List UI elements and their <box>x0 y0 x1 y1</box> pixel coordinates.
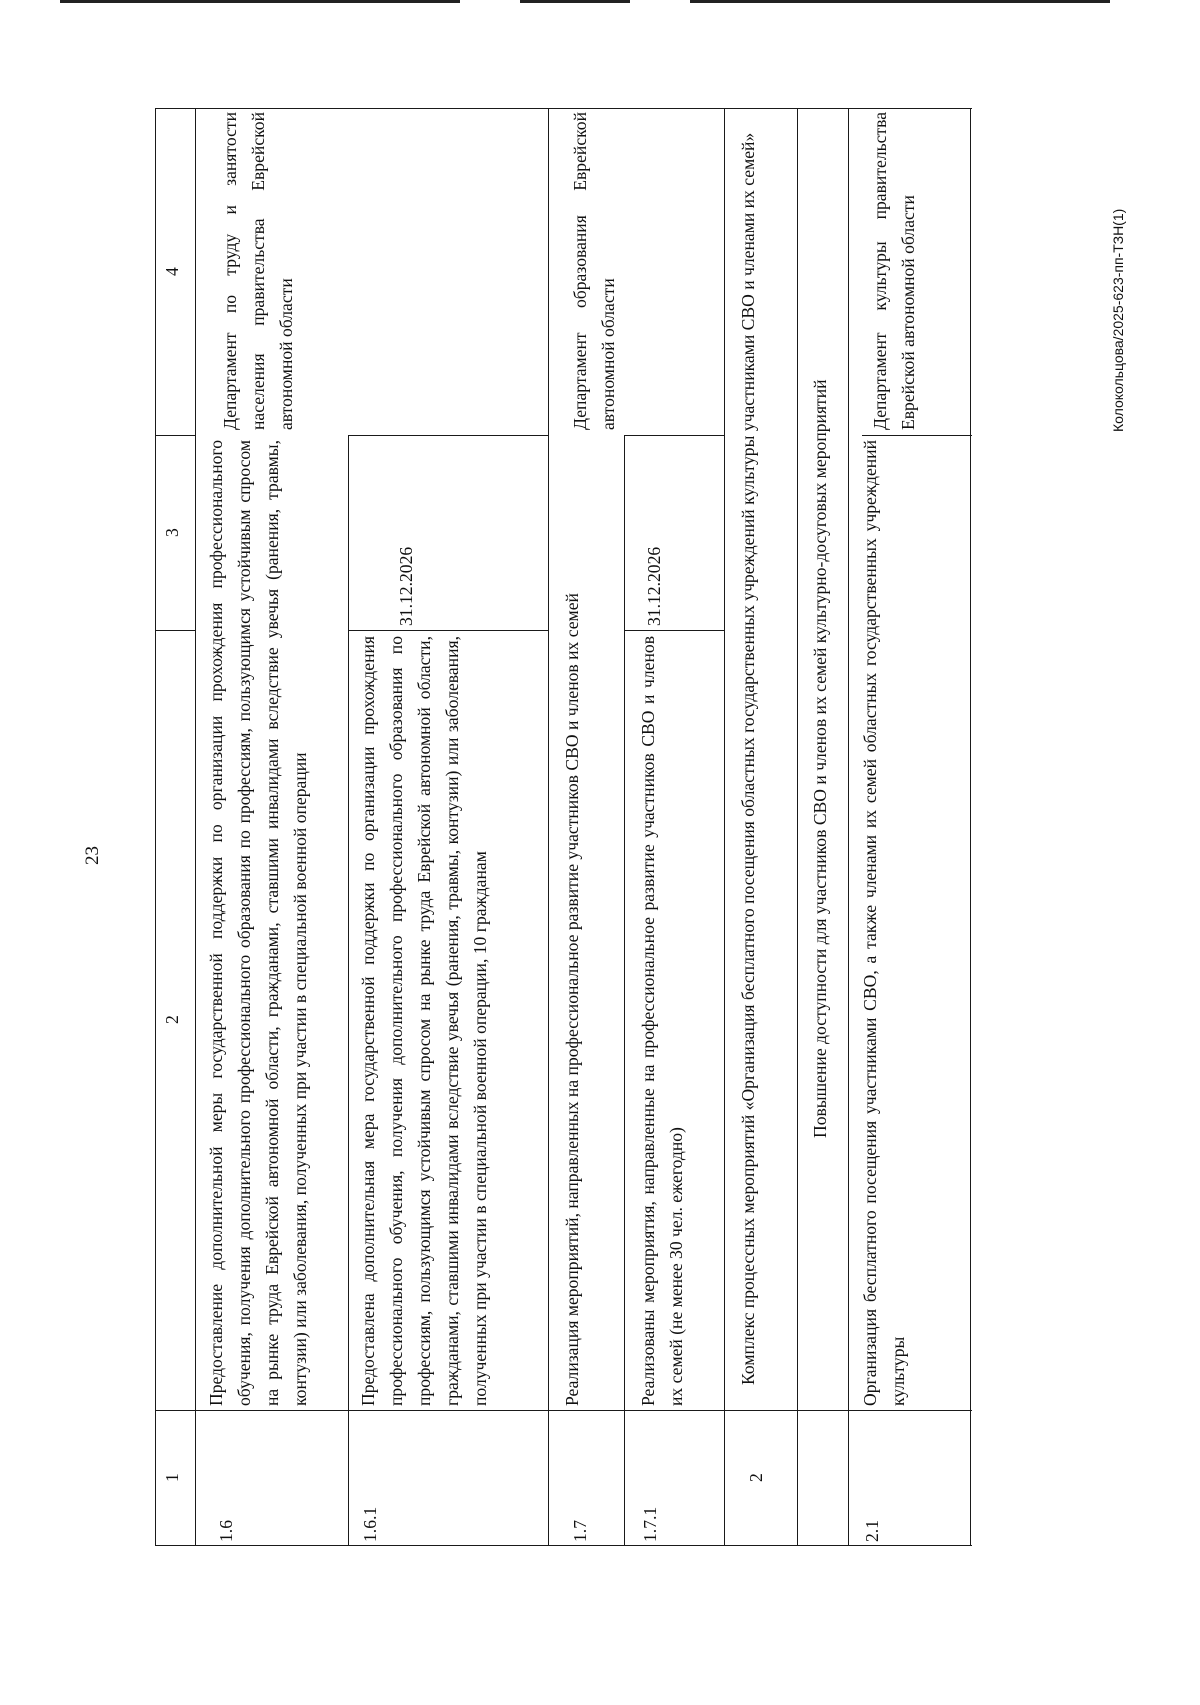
table-border <box>548 108 549 1545</box>
responsible-body: Департамент культуры правительства Еврейской автономной области <box>870 112 918 430</box>
table-border <box>862 435 972 436</box>
header-col-2: 2 <box>162 1015 182 1025</box>
page-number: 23 <box>82 846 103 866</box>
table-border <box>155 108 156 1545</box>
measure-text: Реализация мероприятий, направленных на профессиональное развитие участников СВО и членов их семей <box>562 593 582 1406</box>
scan-edge-line <box>520 0 630 3</box>
table-border <box>624 630 724 631</box>
header-col-3: 3 <box>162 528 182 537</box>
responsible-body: Департамент по труду и занятости населения правительства Еврейской автономной области <box>220 112 296 430</box>
table-border <box>155 630 195 631</box>
table-border <box>155 108 972 109</box>
table-border <box>155 1545 972 1546</box>
table-border <box>624 435 625 1545</box>
due-date: 31.12.2026 <box>396 546 416 626</box>
table-border <box>624 435 724 436</box>
table-border <box>155 435 195 436</box>
table-border <box>848 108 849 1545</box>
table-border <box>348 435 548 436</box>
row-number: 2.1 <box>862 1520 882 1542</box>
complex-title: Комплекс процессных мероприятий «Организация бесплатного посещения областных государственных учреждений культуры участниками СВО и членами их семей» <box>738 132 758 1386</box>
table-border <box>970 108 971 1545</box>
row-number: 1.6 <box>216 1520 236 1542</box>
document-code: Колокольцова/2025-623-пп-ТЗН(1) <box>1110 208 1126 432</box>
header-col-4: 4 <box>162 267 182 276</box>
due-date: 31.12.2026 <box>644 546 664 626</box>
row-number: 1.7.1 <box>640 1506 660 1542</box>
row-number: 2 <box>746 1473 766 1483</box>
table-border <box>797 108 798 1545</box>
header-col-1: 1 <box>162 1473 182 1483</box>
measure-text: Предоставление дополнительной меры государственной поддержки по организации прохождения профессионального обучения, получения дополнительного профессионального образования по профессиям, пользующимся устойчивым спросом на рынке труда Еврейской автономной области, гражданами, ставшими инвалидами вследствие увечья (ранения, травмы, контузии) или заболевания, полученных при участии в специальной военной операции <box>206 440 310 1406</box>
table-border <box>348 435 349 1545</box>
row-number: 1.7 <box>570 1520 590 1542</box>
scan-edge-line <box>60 0 460 3</box>
table-border <box>348 630 548 631</box>
task-title: Повышение доступности для участников СВО и членов их семей культурно-досуговых мероприятий <box>810 379 830 1139</box>
table-border <box>195 108 196 1545</box>
table-border <box>155 1410 972 1411</box>
responsible-body: Департамент образования Еврейской автономной области <box>570 112 618 430</box>
row-number: 1.6.1 <box>360 1506 380 1542</box>
table-border <box>724 108 725 1545</box>
measure-text: Организация бесплатного посещения участниками СВО, а также членами их семей областных государственных учреждений культуры <box>860 440 908 1406</box>
scan-edge-line <box>690 0 1110 3</box>
result-text: Предоставлена дополнительная мера государственной поддержки по организации прохождения профессионального обучения, получения дополнительного профессионального образования по профессиям, пользующимся устойчивым спросом на рынке труда Еврейской автономной области, гражданами, ставшими инвалидами вследствие увечья (ранения, травмы, контузии) или заболевания, полученных при участии в специальной военной операции, 10 гражданам <box>358 636 490 1406</box>
result-text: Реализованы мероприятия, направленные на профессиональное развитие участников СВО и членов их семей (не менее 30 чел. ежегодно) <box>638 636 686 1406</box>
